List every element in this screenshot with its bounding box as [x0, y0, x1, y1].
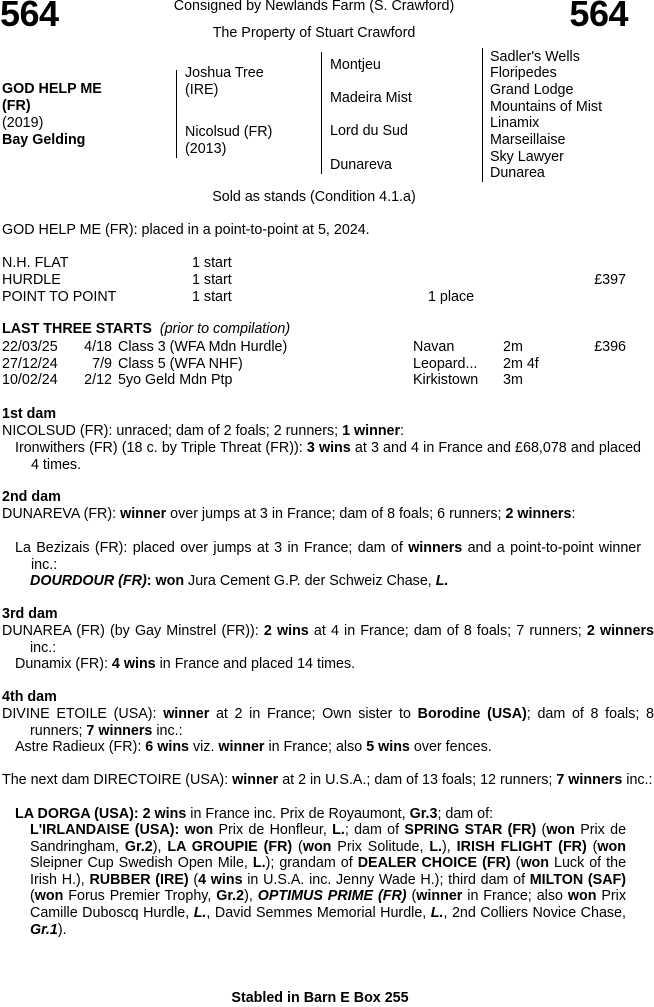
next-dam-winners: 7 winners	[556, 772, 623, 788]
irlandaise-run: L.	[193, 904, 207, 921]
pedigree-divider-3	[482, 48, 483, 182]
start-prize: £396	[594, 339, 626, 355]
dam4-winners: 7 winners	[86, 722, 153, 739]
dam4-text: DIVINE ETOILE (USA):	[2, 706, 164, 722]
start-date: 22/03/25	[2, 339, 58, 355]
gen3-2: Floripedes	[490, 65, 557, 81]
irlandaise-run: Forus Premier Trophy,	[63, 888, 217, 905]
irlandaise-run: ; dam of	[344, 822, 405, 838]
produce-text: Dunamix (FR):	[15, 656, 112, 672]
produce-text: Ironwithers (FR) (18 c. by Triple Threat (FR)):	[15, 440, 307, 456]
start-course: Leopard...	[413, 356, 478, 372]
next-dam-text-mid: at 2 in U.S.A.; dam of 13 foals; 12 runners;	[278, 772, 557, 788]
dam2-text-end: :	[571, 506, 576, 522]
produce-text-end: in France and placed 14 times.	[155, 656, 356, 672]
dam-year: (2013)	[185, 141, 227, 157]
dam3-wins: 2 wins	[263, 623, 309, 639]
record-starts: 1 start	[192, 289, 232, 305]
stabled-info: Stabled in Barn E Box 255	[231, 990, 409, 1006]
irlandaise-run: LA GROUPIE (FR)	[167, 838, 293, 855]
la-dorga-colon: :	[133, 806, 143, 822]
grandproduce-name: DOURDOUR (FR)	[30, 573, 147, 589]
horse-description: Bay Gelding	[2, 132, 86, 148]
irlandaise-run: L'IRLANDAISE (USA)	[30, 822, 175, 838]
dam1-produce	[15, 440, 641, 473]
irlandaise-run: (	[292, 838, 303, 855]
irlandaise-run: ).	[57, 921, 67, 938]
irlandaise-run: L.	[252, 855, 266, 872]
irlandaise-run: (	[586, 838, 598, 855]
horse-year: (2019)	[2, 115, 44, 131]
irlandaise-run: winner	[416, 888, 463, 905]
irlandaise-run: in U.S.A. inc. Jenny Wade H.); third dam of	[242, 871, 530, 888]
next-dam-winner: winner	[232, 772, 279, 788]
irlandaise-run: won	[597, 838, 627, 855]
record-type: HURDLE	[2, 272, 61, 288]
start-distance: 3m	[503, 372, 523, 388]
la-dorga-text: in France inc. Prix de Royaumont,	[186, 806, 410, 822]
dam4-heading: 4th dam	[2, 689, 57, 705]
dam4-winner: winner	[163, 706, 210, 722]
start-course: Kirkistown	[413, 372, 479, 388]
irlandaise-run: :	[174, 822, 185, 838]
irlandaise-run: (	[510, 855, 521, 872]
start-position: 2/12	[84, 372, 112, 388]
dam4-text-end: inc.:	[152, 722, 183, 739]
irlandaise-run: L.	[430, 904, 444, 921]
irlandaise-run: 4 wins	[198, 871, 243, 888]
start-distance: 2m	[503, 339, 523, 355]
pedigree-divider-2	[321, 52, 322, 174]
last-starts-note: (prior to compilation)	[159, 321, 291, 337]
start-distance: 2m 4f	[503, 356, 539, 372]
gen3-7: Sky Lawyer	[490, 149, 564, 165]
irlandaise-run: Prix Solitude,	[331, 838, 430, 855]
irlandaise-run: L.	[429, 838, 443, 855]
horse-country: (FR)	[2, 98, 31, 114]
irlandaise-run: won	[184, 822, 214, 838]
dam2-heading: 2nd dam	[2, 489, 61, 505]
dam2-produce	[15, 540, 641, 573]
start-position: 7/9	[92, 356, 112, 372]
lot-number-right: 564	[569, 0, 628, 34]
la-dorga-paragraph	[15, 806, 641, 823]
summary-line: GOD HELP ME (FR): placed in a point-to-point at 5, 2024.	[2, 222, 370, 238]
dam1-winners: 1 winner	[342, 423, 401, 439]
sire-name: Joshua Tree	[185, 65, 264, 81]
irlandaise-run: ),	[152, 838, 168, 855]
dam2-grandproduce	[30, 573, 626, 590]
irlandaise-run: (	[30, 888, 35, 905]
dam3-text-mid: at 4 in France; dam of 8 foals; 7 runners;	[308, 623, 587, 639]
last-starts-heading: LAST THREE STARTS	[2, 321, 152, 337]
irlandaise-run: IRISH FLIGHT (FR)	[456, 838, 587, 855]
dam3-produce	[15, 656, 641, 673]
irlandaise-run: SPRING STAR (FR)	[404, 822, 537, 838]
pedigree-divider-1	[176, 70, 177, 158]
irlandaise-run: ),	[442, 838, 457, 855]
dam1-heading: 1st dam	[2, 406, 57, 422]
irlandaise-run: ); grandam of	[265, 855, 358, 872]
la-dorga-text-end: ; dam of:	[437, 806, 494, 822]
start-position: 4/18	[84, 339, 112, 355]
dam4-text-mid2: ; dam of 8 foals; 8 runners;	[30, 706, 654, 739]
produce-fence-wins: 5 wins	[366, 739, 410, 755]
grandproduce-colon: :	[146, 573, 156, 589]
irlandaise-run: Gr.1	[30, 921, 58, 938]
dam1-text: NICOLSUD (FR): unraced; dam of 2 foals; 2 runners;	[2, 423, 343, 439]
irlandaise-paragraph	[30, 822, 626, 938]
sire-dam: Madeira Mist	[330, 90, 412, 106]
irlandaise-run: L.	[332, 822, 345, 838]
produce-text-end: and a point-to-point winner inc.:	[31, 540, 641, 573]
record-starts: 1 start	[192, 272, 232, 288]
sire-country: (IRE)	[185, 82, 219, 98]
record-earnings: £397	[594, 272, 626, 288]
irlandaise-run: OPTIMUS PRIME (FR)	[257, 888, 407, 905]
irlandaise-run: Sleipner Cup Swedish Open Mile,	[30, 855, 253, 872]
dam2-paragraph	[2, 506, 654, 523]
produce-winner: winner	[218, 739, 265, 755]
start-course: Navan	[413, 339, 455, 355]
produce-text-mid2: in France; also	[264, 739, 367, 755]
produce-text: La Bezizais (FR): placed over jumps at 3 in France; dam of	[15, 540, 409, 556]
gen3-5: Linamix	[490, 115, 540, 131]
dam2-text: DUNAREVA (FR):	[2, 506, 121, 522]
record-type: N.H. FLAT	[2, 255, 69, 271]
la-dorga-grade: Gr.3	[409, 806, 438, 822]
la-dorga-wins: 2 wins	[142, 806, 187, 822]
produce-wins: 3 wins	[306, 440, 351, 456]
start-date: 27/12/24	[2, 356, 58, 372]
record-type: POINT TO POINT	[2, 289, 117, 305]
dam3-winners: 2 winners	[586, 623, 654, 639]
irlandaise-run: won	[34, 888, 64, 905]
irlandaise-run: MILTON (SAF)	[529, 871, 627, 888]
sale-condition: Sold as stands (Condition 4.1.a)	[212, 189, 416, 205]
dam-sire: Lord du Sud	[330, 123, 408, 139]
irlandaise-run: (	[536, 822, 547, 838]
dam4-sister: Borodine (USA)	[417, 706, 527, 722]
irlandaise-run: RUBBER (IRE)	[89, 871, 189, 888]
dam3-heading: 3rd dam	[2, 606, 58, 622]
gen3-1: Sadler's Wells	[490, 49, 580, 65]
last-starts-heading-line	[2, 321, 290, 338]
dam3-text-end: inc.:	[30, 639, 57, 656]
produce-text-mid: viz.	[189, 739, 219, 755]
dam4-produce	[15, 739, 641, 756]
produce-wins: 6 wins	[145, 739, 189, 755]
irlandaise-run: (	[406, 888, 417, 905]
record-starts: 1 start	[192, 255, 232, 271]
horse-name: GOD HELP ME	[2, 81, 102, 97]
next-dam-text: The next dam DIRECTOIRE (USA):	[2, 772, 233, 788]
grandproduce-won: won	[155, 573, 185, 589]
irlandaise-run: Prix Camille Duboscq Hurdle,	[30, 888, 626, 921]
produce-wins: 4 wins	[111, 656, 156, 672]
produce-text-end: at 3 and 4 in France and £68,078 and placed 4 times.	[31, 440, 642, 473]
irlandaise-run: Luck of the Irish H.),	[30, 855, 627, 888]
start-race: Class 3 (WFA Mdn Hurdle)	[118, 339, 288, 355]
lot-number-left: 564	[0, 0, 59, 34]
irlandaise-run: in France; also	[462, 888, 568, 905]
irlandaise-run: ),	[244, 888, 258, 905]
dam-dam: Dunareva	[330, 157, 392, 173]
gen3-4: Mountains of Mist	[490, 99, 603, 115]
dam3-paragraph	[2, 623, 654, 656]
next-dam-paragraph	[2, 772, 654, 789]
start-race: Class 5 (WFA NHF)	[118, 356, 243, 372]
dam4-text-mid: at 2 in France; Own sister to	[209, 706, 418, 722]
produce-text-end: over fences.	[409, 739, 492, 755]
grandproduce-race: Jura Cement G.P. der Schweiz Chase,	[184, 573, 436, 589]
sire-sire: Montjeu	[330, 57, 381, 73]
property-line: The Property of Stuart Crawford	[212, 25, 416, 41]
irlandaise-run: , 2nd Colliers Novice Chase,	[443, 904, 626, 921]
irlandaise-run: Prix de Sandringham,	[30, 822, 627, 855]
la-dorga-name: LA DORGA (USA)	[15, 806, 134, 822]
dam2-text-mid: over jumps at 3 in France; dam of 8 foals; 6 runners;	[166, 506, 506, 522]
irlandaise-run: won	[520, 855, 550, 872]
irlandaise-run: (	[188, 871, 199, 888]
irlandaise-run: won	[546, 822, 575, 838]
dam2-winners: 2 winners	[505, 506, 572, 522]
start-race: 5yo Geld Mdn Ptp	[118, 372, 233, 388]
dam4-paragraph	[2, 706, 654, 739]
gen3-8: Dunarea	[490, 165, 545, 181]
irlandaise-run: Gr.2	[216, 888, 245, 905]
dam2-winner: winner	[120, 506, 167, 522]
irlandaise-run: Prix de Honfleur,	[213, 822, 333, 838]
irlandaise-run: won	[302, 838, 332, 855]
irlandaise-run: , David Semmes Memorial Hurdle,	[206, 904, 431, 921]
produce-winners: winners	[408, 540, 463, 556]
produce-text: Astre Radieux (FR):	[15, 739, 146, 755]
irlandaise-run: DEALER CHOICE (FR)	[357, 855, 511, 872]
dam3-text: DUNAREA (FR) (by Gay Minstrel (FR)):	[2, 623, 264, 639]
dam-name: Nicolsud (FR)	[185, 124, 273, 140]
grandproduce-grade: L.	[435, 573, 449, 589]
dam1-paragraph	[2, 423, 654, 440]
next-dam-text-end: inc.:	[622, 772, 653, 788]
start-date: 10/02/24	[2, 372, 58, 388]
gen3-6: Marseillaise	[490, 132, 566, 148]
irlandaise-run: Gr.2	[124, 838, 153, 855]
record-places: 1 place	[428, 289, 475, 305]
irlandaise-run: won	[567, 888, 597, 905]
consignor: Consigned by Newlands Farm (S. Crawford)	[173, 0, 455, 14]
dam1-text-end: :	[400, 423, 405, 439]
gen3-3: Grand Lodge	[490, 82, 574, 98]
